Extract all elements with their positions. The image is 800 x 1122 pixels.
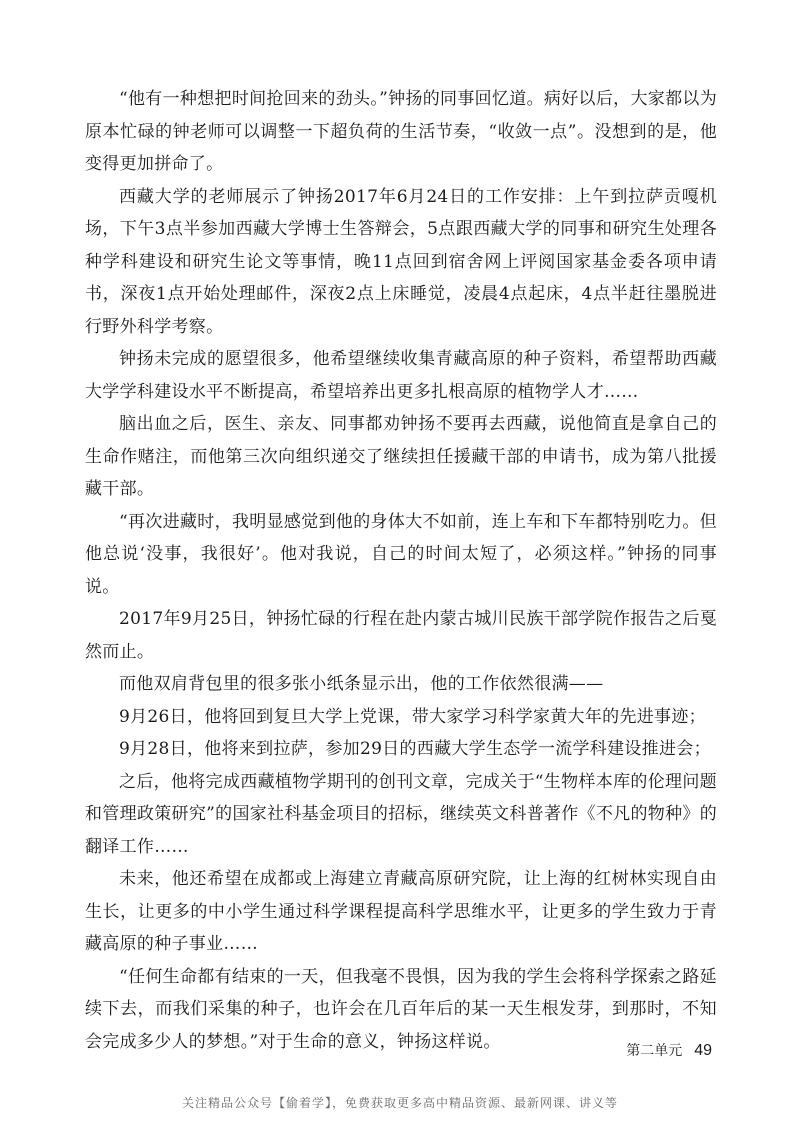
paragraph: 而他双肩背包里的很多张小纸条显示出，他的工作依然很满—— [119,674,604,694]
paragraph: 西藏大学的老师展示了钟扬2017年6月24日的工作安排：上午到拉萨贡嘎机场，下午3点半参加西藏大学博士生答辩会，5点跟西藏大学的同事和研究生处理各种学科建设和研究生论文等事情，晚11点回到宿舍网上评阅国家基金委各项申请书，深夜1点开始处理邮件，深夜2点上床睡觉，凌晨4点起床，4点半赶往墨脱进行野外科学考察。 [85,186,717,337]
paragraph: “再次进藏时，我明显感觉到他的身体大不如前，连上车和下车都特别吃力。但他总说‘没事，我很好’。他对我说，自己的时间太短了，必须这样。”钟扬的同事说。 [85,511,717,597]
unit-label: 第二单元 [626,1043,683,1059]
article-body [85,83,717,1058]
watermark-text: 关注精品公众号【偷着学】，免费获取更多高中精品资源、最新网课、讲义等 [181,1096,618,1110]
page-footer [626,1040,712,1060]
paragraph: 脑出血之后，医生、亲友、同事都劝钟扬不要再去西藏，说他简直是拿自己的生命作赌注，而他第三次向组织递交了继续担任援藏干部的申请书，成为第八批援藏干部。 [85,414,717,499]
paragraph: 之后，他将完成西藏植物学期刊的创刊文章，完成关于“生物样本库的伦理问题和管理政策研究”的国家社科基金项目的招标，继续英文科普著作《不凡的物种》的翻译工作…… [85,771,717,857]
paragraph: 9月26日，他将回到复旦大学上党课，带大家学习科学家黄大年的先进事迹； [119,706,706,727]
paragraph: 9月28日，他将来到拉萨，参加29日的西藏大学生态学一流学科建设推进会； [119,739,711,759]
paragraph: “他有一种想把时间抢回来的劲头。”钟扬的同事回忆道。病好以后，大家都以为原本忙碌的钟老师可以调整一下超负荷的生活节奏，“收敛一点”。没想到的是，他变得更加拼命了。 [85,89,717,174]
paragraph: 钟扬未完成的愿望很多，他希望继续收集青藏高原的种子资料，希望帮助西藏大学学科建设水平不断提高，希望培养出更多扎根高原的植物学人才…… [85,349,717,402]
paragraph: “任何生命都有结束的一天，但我毫不畏惧，因为我的学生会将科学探索之路延续下去，而我们采集的种子，也许会在几百年后的某一天生根发芽，到那时，不知会完成多少人的梦想。”对于生命的意义，钟扬这样说。 [85,966,717,1052]
paragraph: 2017年9月25日，钟扬忙碌的行程在赴内蒙古城川民族干部学院作报告之后戛然而止。 [85,609,717,662]
page-number: 49 [694,1042,712,1059]
paragraph: 未来，他还希望在成都或上海建立青藏高原研究院，让上海的红树林实现自由生长，让更多的中小学生通过科学课程提高科学思维水平，让更多的学生致力于青藏高原的种子事业…… [85,869,717,954]
